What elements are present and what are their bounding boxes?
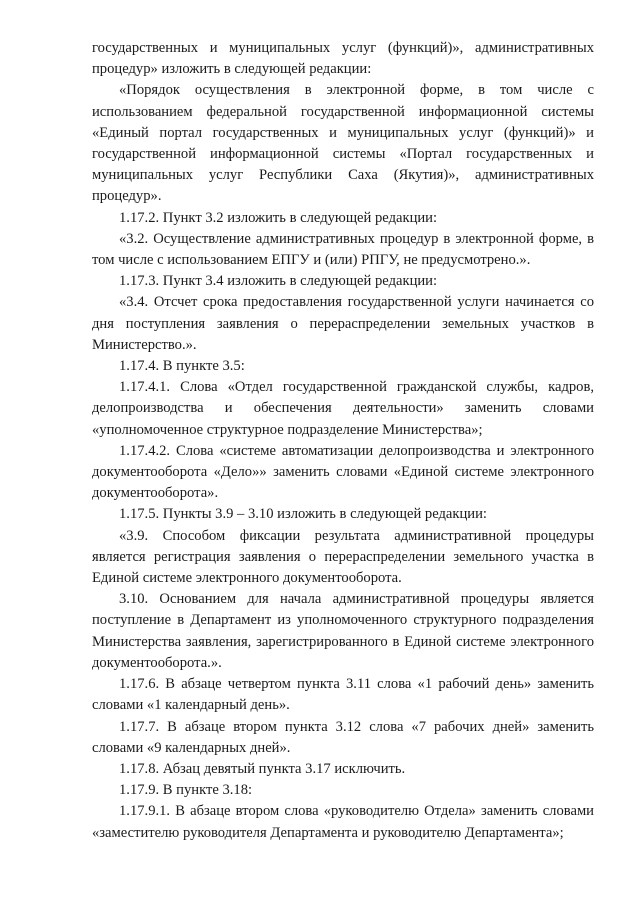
paragraph-quoted-3-9: «3.9. Способом фиксации результата административной процедуры является регистрация заявления о перераспределении земельного участка в Единой системе электронного документооборота.	[92, 527, 594, 587]
paragraph-quoted-order: «Порядок осуществления в электронной форме, в том числе с использованием федеральной государственной информационной системы «Единый портал государственных и муниципальных услуг (функций)» и государственной информационной системы «Портал государственных и муниципальных услуг Республики Саха (Якутия)», административных процедур».	[92, 82, 594, 205]
paragraph-1-17-8: 1.17.8. Абзац девятый пункта 3.17 исключить.	[119, 760, 406, 777]
paragraph-1-17-2: 1.17.2. Пункт 3.2 изложить в следующей редакции:	[119, 209, 438, 226]
paragraph-1-17-4: 1.17.4. В пункте 3.5:	[119, 358, 245, 375]
document-body	[92, 38, 594, 844]
paragraph-1-17-9-1: 1.17.9.1. В абзаце втором слова «руководителю Отдела» заменить словами «заместителю руководителя Департамента и руководителю Департамента»;	[92, 803, 594, 841]
paragraph-quoted-3-2: «3.2. Осуществление административных процедур в электронной форме, в том числе с использованием ЕПГУ и (или) РПГУ, не предусмотрено.».	[92, 230, 594, 269]
paragraph-quoted-3-4: «3.4. Отсчет срока предоставления государственной услуги начинается со дня поступления заявления о перераспределении земельных участков в Министерство.».	[92, 294, 594, 353]
paragraph-1-17-5: 1.17.5. Пункты 3.9 – 3.10 изложить в следующей редакции:	[119, 506, 487, 523]
paragraph-quoted-3-10: 3.10. Основанием для начала административной процедуры является поступление в Департамент из уполномоченного структурного подразделения Министерства заявления, зарегистрированного в Единой системе электронного документооборота.».	[92, 591, 594, 671]
paragraph-1-17-4-2: 1.17.4.2. Слова «системе автоматизации делопроизводства и электронного документооборота «Дело»» заменить словами «Единой системе электронного документооборота».	[92, 442, 594, 502]
paragraph-continuation: государственных и муниципальных услуг (функций)», административных процедур» изложить в следующей редакции:	[92, 40, 594, 78]
paragraph-1-17-7: 1.17.7. В абзаце втором пункта 3.12 слова «7 рабочих дней» заменить словами «9 календарных дней».	[92, 718, 594, 756]
paragraph-1-17-3: 1.17.3. Пункт 3.4 изложить в следующей редакции:	[119, 273, 438, 290]
paragraph-1-17-9: 1.17.9. В пункте 3.18:	[119, 782, 253, 799]
paragraph-1-17-6: 1.17.6. В абзаце четвертом пункта 3.11 слова «1 рабочий день» заменить словами «1 календарный день».	[92, 676, 594, 714]
paragraph-1-17-4-1: 1.17.4.1. Слова «Отдел государственной гражданской службы, кадров, делопроизводства и обеспечения деятельности» заменить словами «уполномоченное структурное подразделение Министерства»;	[92, 379, 594, 438]
